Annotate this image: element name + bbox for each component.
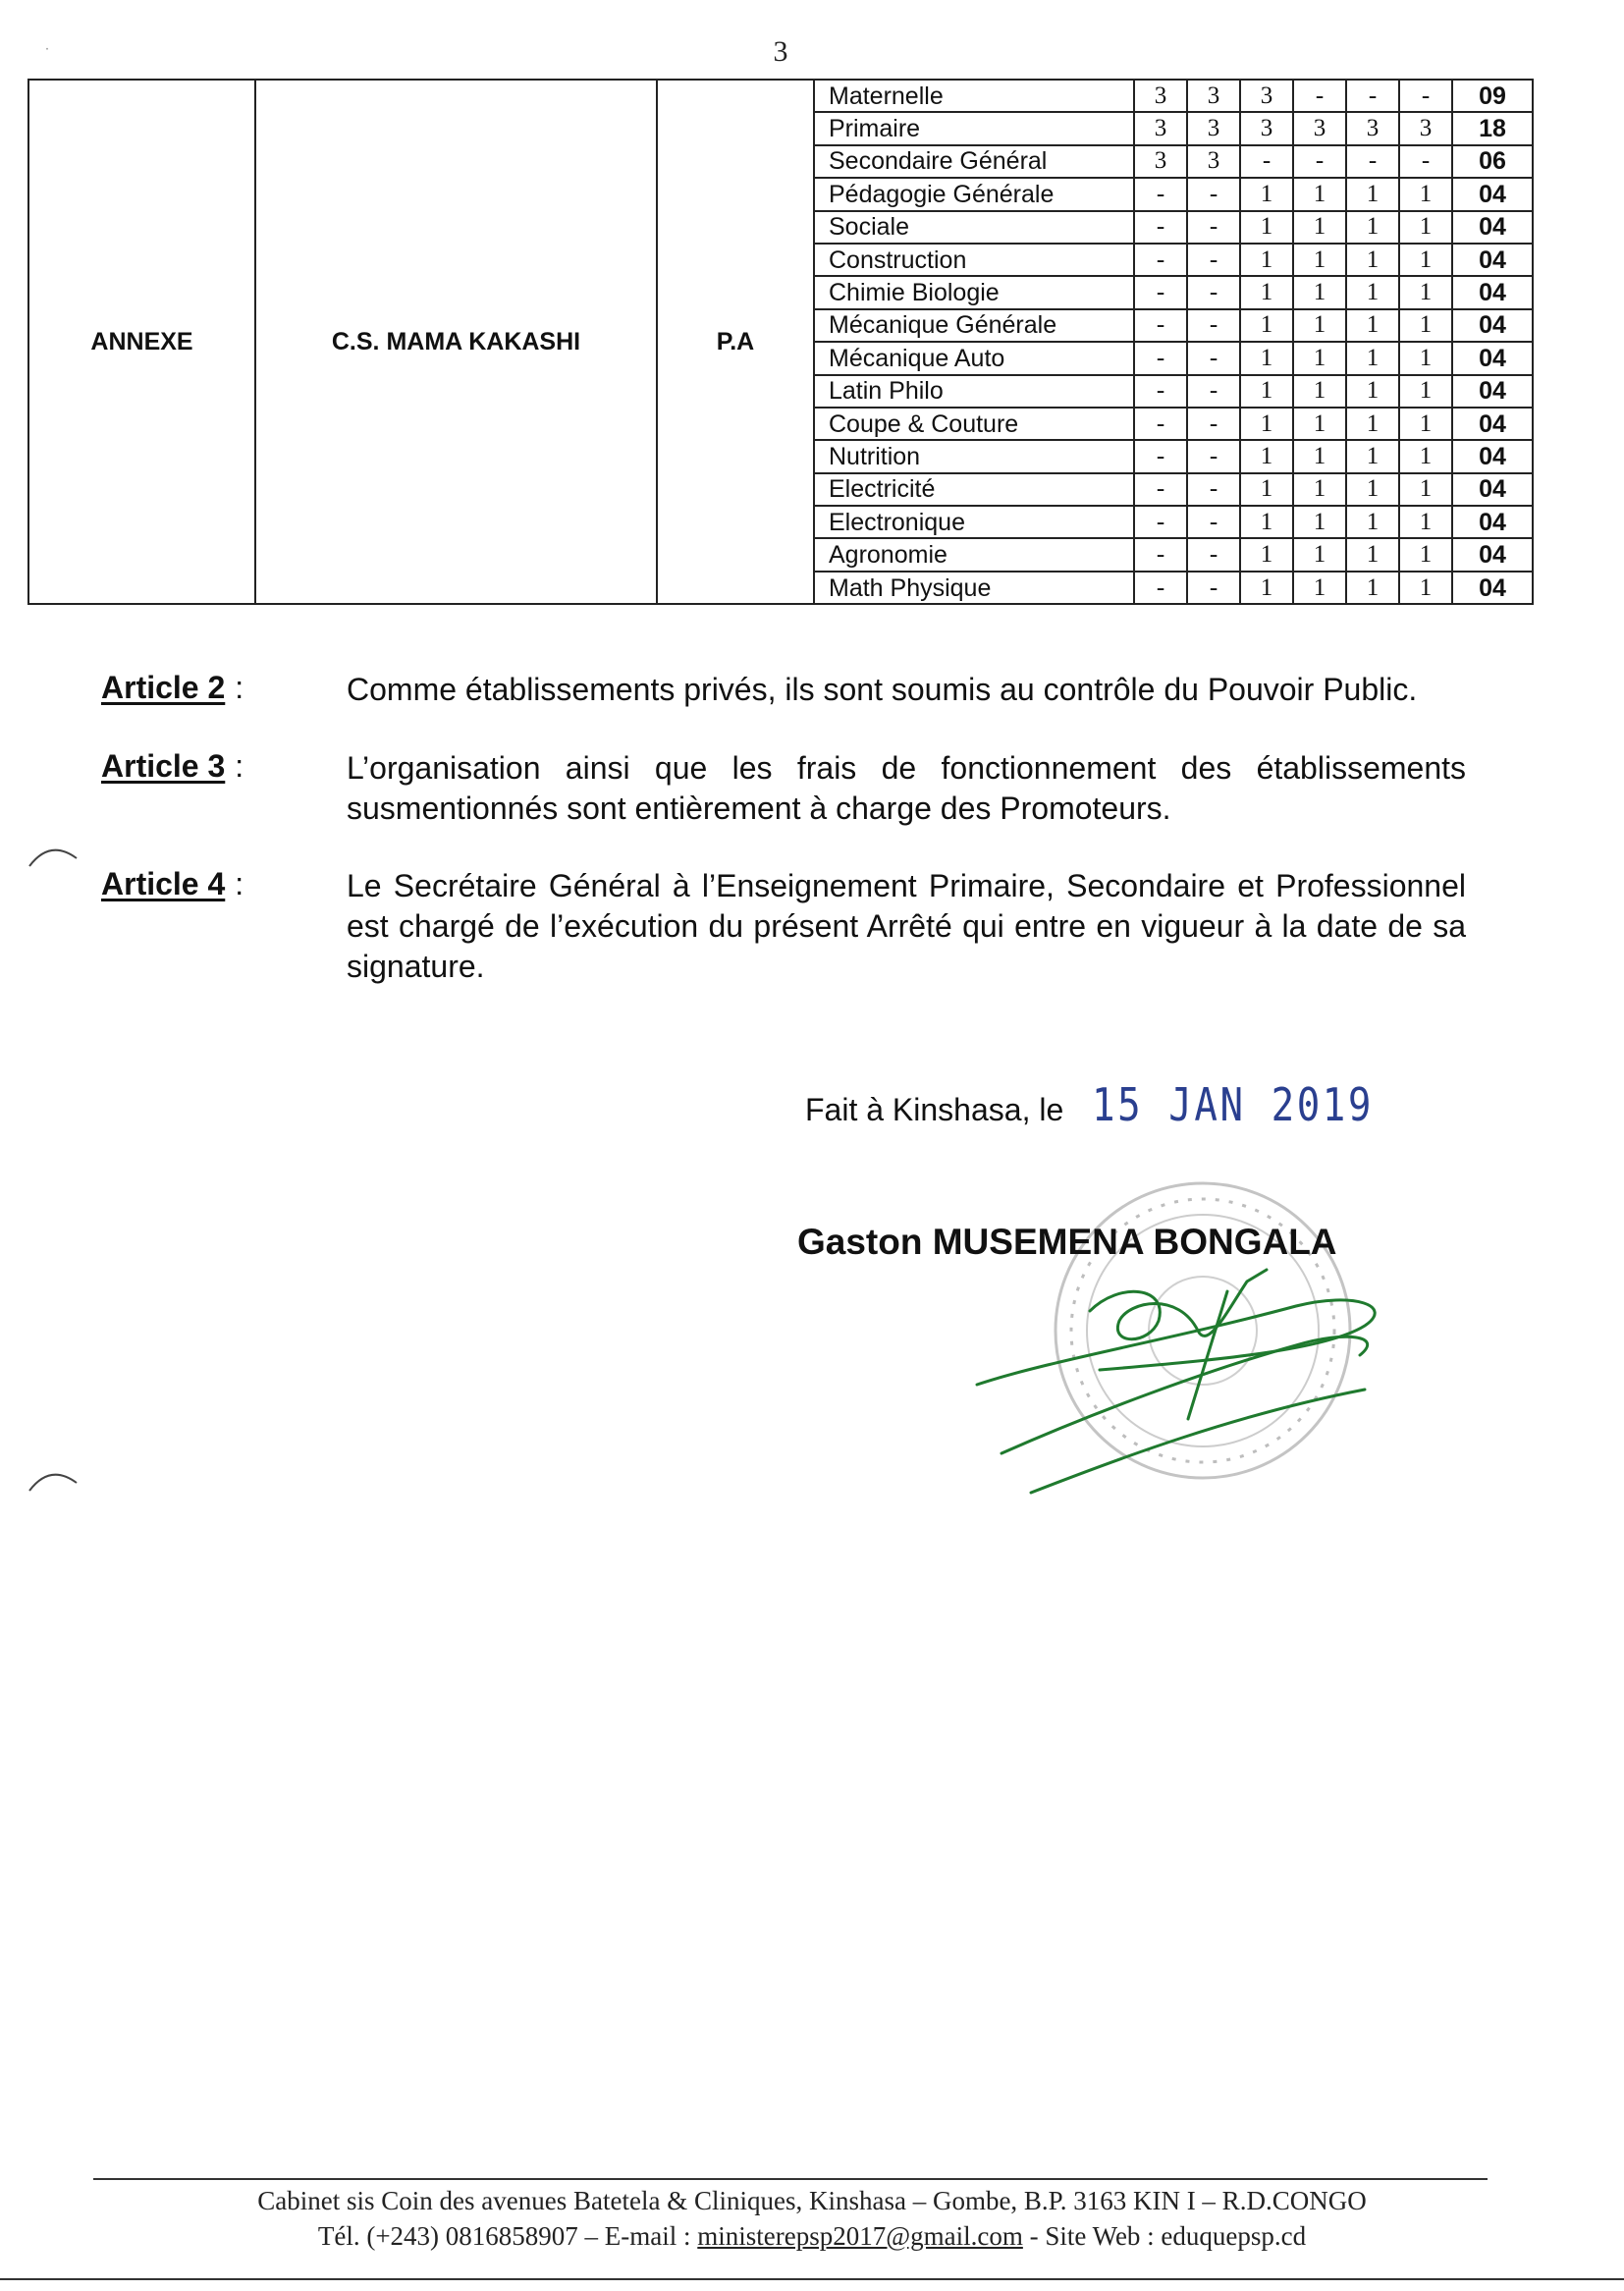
class-count-cell: 1 — [1346, 538, 1399, 571]
class-count-cell: 1 — [1293, 473, 1346, 506]
option-cell: Latin Philo — [814, 375, 1134, 408]
class-count-cell: 1 — [1399, 473, 1452, 506]
class-count-cell: 1 — [1240, 342, 1293, 374]
article-colon: : — [235, 670, 244, 705]
date-stamp: 15 JAN 2019 — [1092, 1078, 1374, 1131]
class-count-cell: - — [1293, 80, 1346, 112]
class-count-cell: 1 — [1399, 572, 1452, 604]
class-count-cell: 1 — [1346, 408, 1399, 440]
class-count-cell: - — [1240, 145, 1293, 178]
class-count-cell: 1 — [1293, 572, 1346, 604]
class-count-cell: - — [1134, 375, 1187, 408]
total-cell: 04 — [1452, 309, 1533, 342]
article-title: Article 4 — [101, 866, 226, 901]
class-count-cell: 1 — [1293, 309, 1346, 342]
class-count-cell: 1 — [1240, 211, 1293, 244]
class-count-cell: - — [1187, 309, 1240, 342]
class-count-cell: 1 — [1240, 572, 1293, 604]
class-count-cell: 3 — [1187, 112, 1240, 144]
scan-speck: ˙ — [43, 45, 51, 64]
article-label — [101, 670, 244, 706]
class-count-cell: 3 — [1240, 112, 1293, 144]
total-cell: 04 — [1452, 375, 1533, 408]
total-cell: 04 — [1452, 178, 1533, 210]
handwritten-signature-icon — [972, 1252, 1394, 1507]
class-count-cell: - — [1399, 145, 1452, 178]
class-count-cell: 1 — [1399, 506, 1452, 538]
establishment-table-body — [28, 80, 1533, 604]
class-count-cell: 1 — [1240, 473, 1293, 506]
class-count-cell: - — [1399, 80, 1452, 112]
class-count-cell: - — [1134, 178, 1187, 210]
class-count-cell: - — [1134, 342, 1187, 374]
class-count-cell: 1 — [1346, 276, 1399, 308]
class-count-cell: - — [1134, 506, 1187, 538]
class-count-cell: - — [1134, 473, 1187, 506]
signatory-name: Gaston MUSEMENA BONGALA — [797, 1222, 1337, 1262]
class-count-cell: - — [1134, 309, 1187, 342]
total-cell: 04 — [1452, 211, 1533, 244]
class-count-cell: 1 — [1240, 408, 1293, 440]
footer-website: - Site Web : eduquepsp.cd — [1022, 2221, 1307, 2251]
class-count-cell: 1 — [1240, 276, 1293, 308]
total-cell: 09 — [1452, 80, 1533, 112]
footer-address: Cabinet sis Coin des avenues Batetela & Cliniques, Kinshasa – Gombe, B.P. 3163 KIN I – R.D.CONGO — [257, 2186, 1367, 2215]
article-title: Article 3 — [101, 748, 226, 784]
class-count-cell: 3 — [1134, 80, 1187, 112]
class-count-cell: 3 — [1293, 112, 1346, 144]
class-count-cell: 1 — [1346, 572, 1399, 604]
class-count-cell: 1 — [1399, 408, 1452, 440]
footer-contact — [0, 2221, 1624, 2252]
class-count-cell: 1 — [1240, 506, 1293, 538]
total-cell: 04 — [1452, 473, 1533, 506]
total-cell: 04 — [1452, 572, 1533, 604]
total-cell: 04 — [1452, 506, 1533, 538]
option-cell: Mécanique Auto — [814, 342, 1134, 374]
article-text: Le Secrétaire Général à l’Enseignement Primaire, Secondaire et Professionnel est chargé de l’exécution du présent Arrêté qui entre en vigueur à la date de sa signature. — [347, 868, 1466, 984]
class-count-cell: 1 — [1399, 244, 1452, 276]
footer-phone: Tél. (+243) 0816858907 – E-mail : — [317, 2221, 698, 2251]
class-count-cell: 3 — [1399, 112, 1452, 144]
class-count-cell: 1 — [1240, 309, 1293, 342]
class-count-cell: 1 — [1240, 244, 1293, 276]
class-count-cell: 3 — [1187, 145, 1240, 178]
class-count-cell: 3 — [1134, 145, 1187, 178]
class-count-cell: - — [1346, 145, 1399, 178]
place-date: Fait à Kinshasa, le — [805, 1092, 1064, 1127]
establishment-table — [27, 79, 1534, 605]
total-cell: 04 — [1452, 538, 1533, 571]
total-cell: 04 — [1452, 342, 1533, 374]
option-cell: Chimie Biologie — [814, 276, 1134, 308]
class-count-cell: 1 — [1399, 178, 1452, 210]
class-count-cell: - — [1187, 375, 1240, 408]
class-count-cell: 1 — [1346, 211, 1399, 244]
binder-hole-mark-icon — [26, 837, 84, 876]
class-count-cell: 3 — [1134, 112, 1187, 144]
footer-divider — [93, 2178, 1488, 2180]
class-count-cell: - — [1187, 538, 1240, 571]
class-count-cell: 1 — [1346, 506, 1399, 538]
footer-email-link[interactable]: ministerepsp2017@gmail.com — [697, 2221, 1023, 2251]
class-count-cell: - — [1134, 572, 1187, 604]
class-count-cell: - — [1187, 178, 1240, 210]
class-count-cell: - — [1187, 473, 1240, 506]
option-cell: Secondaire Général — [814, 145, 1134, 178]
article-text: L’organisation ainsi que les frais de fonctionnement des établissements susmentionnés sont entièrement à charge des Promoteurs. — [347, 750, 1466, 826]
class-count-cell: 3 — [1346, 112, 1399, 144]
article-label — [101, 748, 244, 785]
total-cell: 04 — [1452, 440, 1533, 472]
option-cell: Mécanique Générale — [814, 309, 1134, 342]
class-count-cell: 1 — [1399, 538, 1452, 571]
option-cell: Electronique — [814, 506, 1134, 538]
class-count-cell: 3 — [1240, 80, 1293, 112]
option-cell: Primaire — [814, 112, 1134, 144]
option-cell: Sociale — [814, 211, 1134, 244]
class-count-cell: 1 — [1293, 538, 1346, 571]
option-cell: Electricité — [814, 473, 1134, 506]
class-count-cell: 1 — [1346, 309, 1399, 342]
class-count-cell: - — [1134, 276, 1187, 308]
class-count-cell: 1 — [1399, 211, 1452, 244]
binder-hole-mark-icon — [26, 1461, 84, 1500]
class-count-cell: - — [1187, 440, 1240, 472]
table-row — [28, 80, 1533, 112]
class-count-cell: - — [1134, 211, 1187, 244]
total-cell: 04 — [1452, 408, 1533, 440]
class-count-cell: - — [1187, 211, 1240, 244]
class-count-cell: - — [1134, 440, 1187, 472]
total-cell: 04 — [1452, 276, 1533, 308]
class-count-cell: - — [1134, 538, 1187, 571]
option-cell: Nutrition — [814, 440, 1134, 472]
option-cell: Construction — [814, 244, 1134, 276]
class-count-cell: 1 — [1293, 342, 1346, 374]
class-count-cell: 1 — [1346, 473, 1399, 506]
class-count-cell: 1 — [1399, 375, 1452, 408]
class-count-cell: 1 — [1346, 375, 1399, 408]
class-count-cell: 1 — [1346, 178, 1399, 210]
total-cell: 04 — [1452, 244, 1533, 276]
class-count-cell: 1 — [1293, 276, 1346, 308]
article-colon: : — [235, 866, 244, 901]
article-text: Comme établissements privés, ils sont soumis au contrôle du Pouvoir Public. — [347, 672, 1418, 707]
option-cell: Pédagogie Générale — [814, 178, 1134, 210]
class-count-cell: 3 — [1187, 80, 1240, 112]
class-count-cell: 1 — [1293, 178, 1346, 210]
option-cell: Maternelle — [814, 80, 1134, 112]
class-count-cell: 1 — [1399, 440, 1452, 472]
article-label — [101, 866, 244, 902]
class-count-cell: 1 — [1399, 309, 1452, 342]
class-count-cell: 1 — [1293, 211, 1346, 244]
class-count-cell: 1 — [1346, 440, 1399, 472]
article-title: Article 2 — [101, 670, 226, 705]
class-count-cell: - — [1346, 80, 1399, 112]
class-count-cell: 1 — [1240, 178, 1293, 210]
category-cell: ANNEXE — [28, 80, 255, 604]
class-count-cell: - — [1187, 506, 1240, 538]
class-count-cell: 1 — [1240, 375, 1293, 408]
class-count-cell: - — [1134, 244, 1187, 276]
total-cell: 06 — [1452, 145, 1533, 178]
article-colon: : — [235, 748, 244, 784]
class-count-cell: 1 — [1293, 375, 1346, 408]
class-count-cell: 1 — [1293, 506, 1346, 538]
class-count-cell: - — [1187, 276, 1240, 308]
class-count-cell: 1 — [1346, 244, 1399, 276]
class-count-cell: - — [1187, 244, 1240, 276]
class-count-cell: - — [1187, 342, 1240, 374]
class-count-cell: - — [1187, 408, 1240, 440]
class-count-cell: 1 — [1399, 276, 1452, 308]
page-number: 3 — [773, 35, 788, 68]
class-count-cell: 1 — [1240, 538, 1293, 571]
school-name-cell: C.S. MAMA KAKASHI — [255, 80, 657, 604]
option-cell: Math Physique — [814, 572, 1134, 604]
school-type-cell: P.A — [657, 80, 814, 604]
class-count-cell: - — [1293, 145, 1346, 178]
total-cell: 18 — [1452, 112, 1533, 144]
class-count-cell: - — [1134, 408, 1187, 440]
class-count-cell: 1 — [1293, 440, 1346, 472]
class-count-cell: 1 — [1293, 244, 1346, 276]
class-count-cell: 1 — [1240, 440, 1293, 472]
class-count-cell: 1 — [1346, 342, 1399, 374]
class-count-cell: 1 — [1293, 408, 1346, 440]
class-count-cell: 1 — [1399, 342, 1452, 374]
page-bottom-rule — [0, 2278, 1624, 2280]
class-count-cell: - — [1187, 572, 1240, 604]
option-cell: Agronomie — [814, 538, 1134, 571]
option-cell: Coupe & Couture — [814, 408, 1134, 440]
